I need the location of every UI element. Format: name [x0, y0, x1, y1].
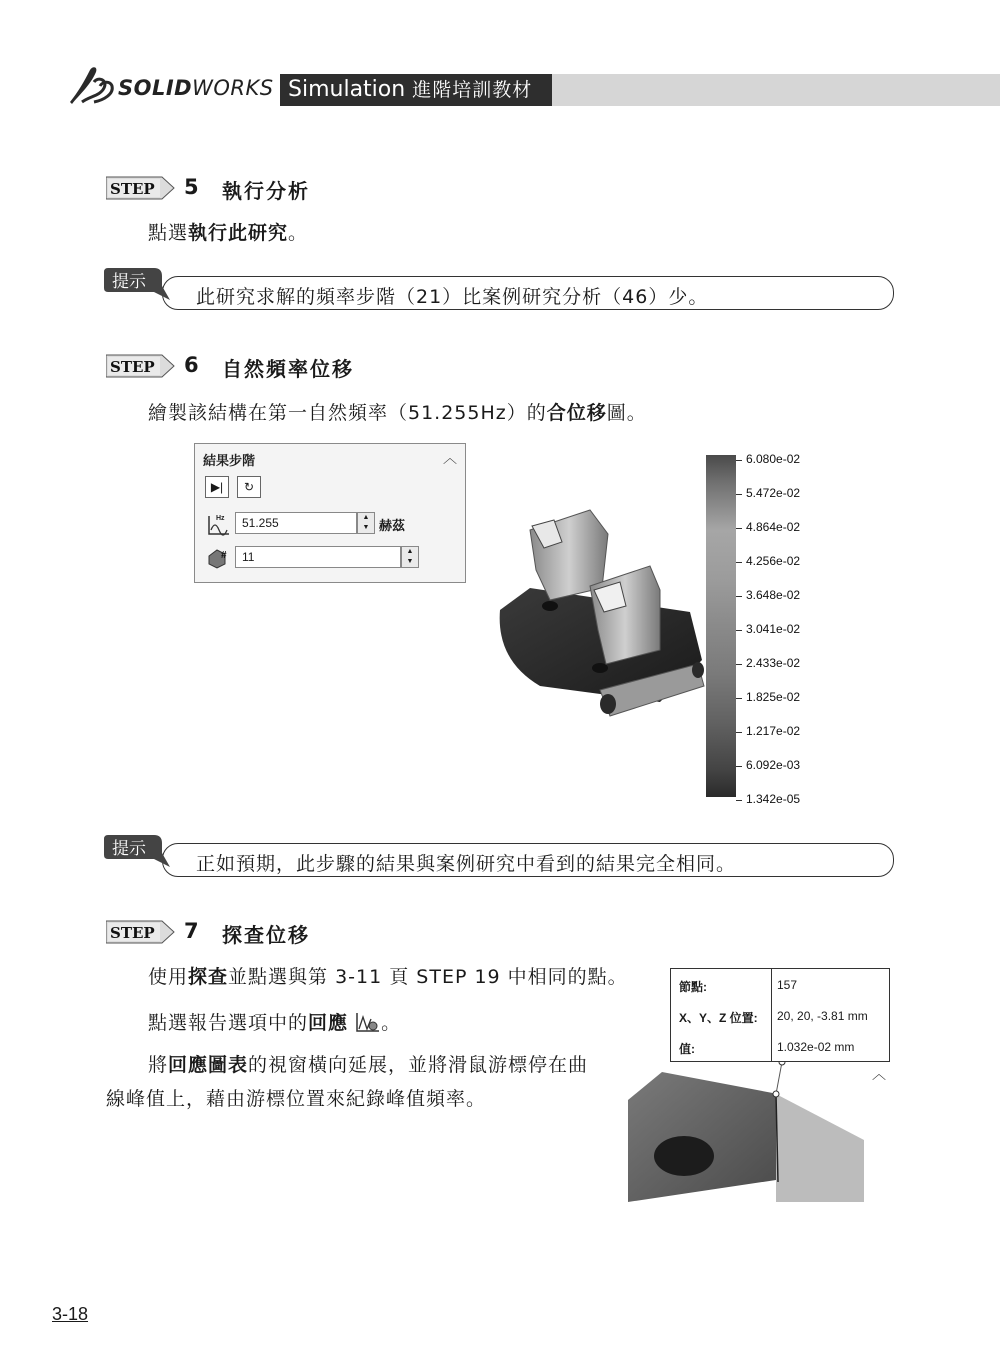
step6-pre: 繪製該結構在第一自然頻率（51.255Hz）的 [148, 402, 547, 424]
step7-p3-post: 的視窗橫向延展，並將滑鼠游標停在曲 [248, 1054, 589, 1076]
legend-label: 1.825e-02 [746, 690, 801, 704]
step7-title: 探查位移 [222, 923, 310, 947]
mode-spinner[interactable]: ▲ ▼ [401, 546, 419, 568]
legend-label: 5.472e-02 [746, 486, 801, 500]
step6-text [148, 398, 647, 425]
legend-label: 4.864e-02 [746, 520, 801, 534]
step7-paragraph-4: 線峰值上，藉由游標位置來紀錄峰值頻率。 [106, 1088, 487, 1110]
legend-label: 6.080e-02 [746, 452, 801, 466]
step5-pre: 點選 [148, 222, 189, 244]
probe-result-table [670, 968, 890, 1062]
brand-name [118, 76, 274, 100]
step7-p1-pre: 使用 [148, 966, 189, 988]
displacement-model-view [490, 490, 710, 730]
step7-p3-bold: 回應圖表 [168, 1054, 249, 1076]
tip-badge-icon [104, 264, 170, 304]
step5-post: 。 [288, 222, 309, 244]
step-badge-text: STEP [110, 358, 155, 376]
page-number: 3-18 [52, 1304, 89, 1324]
tip1-text: 此研究求解的頻率步階（21）比案例研究分析（46）少。 [196, 286, 709, 308]
legend-label: 6.092e-03 [746, 758, 801, 772]
probe-model-view [628, 1060, 864, 1202]
probe-row [671, 1031, 889, 1062]
legend-tick [736, 562, 742, 563]
ds-logo-icon [64, 62, 118, 108]
frequency-icon [207, 512, 231, 536]
frequency-input[interactable]: 51.255 [235, 512, 357, 534]
probe-value: 157 [777, 978, 798, 992]
brand-bold: SOLID [118, 76, 193, 100]
tip-badge-icon [104, 831, 170, 871]
step7-number: 7 [184, 919, 199, 943]
step7-p3-pre: 將 [148, 1054, 169, 1076]
legend-label: 2.433e-02 [746, 656, 801, 670]
header-title-block [280, 74, 552, 106]
legend-tick [736, 630, 742, 631]
legend-label: 3.648e-02 [746, 588, 801, 602]
step7-paragraph-3 [148, 1050, 588, 1077]
panel-title: 結果步階 [203, 453, 256, 468]
step7-p1-bold: 探查 [188, 966, 229, 988]
step5-number: 5 [184, 175, 199, 199]
step6-post: 圖。 [606, 402, 647, 424]
legend-tick [736, 664, 742, 665]
step7-p2-post: 。 [381, 1012, 402, 1034]
step7-p2-bold: 回應 [308, 1012, 349, 1034]
legend-tick [736, 732, 742, 733]
step5-title: 執行分析 [222, 179, 310, 203]
tip1-badge-text: 提示 [112, 272, 146, 292]
svg-text:#: # [221, 550, 227, 561]
legend-tick [736, 596, 742, 597]
legend-label: 1.342e-05 [746, 792, 801, 806]
probe-row [671, 1000, 889, 1031]
hz-label: Hz [216, 515, 225, 522]
collapse-chevron-icon[interactable]: ︿ [443, 450, 457, 466]
legend-label: 3.041e-02 [746, 622, 801, 636]
response-graph-icon [355, 1011, 381, 1033]
mode-shape-icon [207, 546, 231, 570]
step7-p1-post: 並點選與第 3-11 頁 STEP 19 中相同的點。 [228, 966, 628, 988]
probe-key: X、Y、Z 位置: [679, 1011, 758, 1025]
legend-tick [736, 800, 742, 801]
loop-button[interactable]: ↻ [237, 476, 261, 498]
step6-bold: 合位移 [546, 402, 607, 424]
step-badge-icon [106, 917, 176, 947]
step7-paragraph-1 [148, 962, 628, 989]
brand-light: WORKS [192, 76, 274, 100]
legend-tick [736, 698, 742, 699]
tip2-text: 正如預期，此步驟的結果與案例研究中看到的結果完全相同。 [196, 853, 737, 875]
probe-value: 20, 20, -3.81 mm [777, 1009, 868, 1023]
legend-color-bar [706, 455, 736, 797]
step6-number: 6 [184, 353, 199, 377]
probe-collapse-chevron-icon[interactable]: ︿ [872, 1067, 886, 1083]
step6-title: 自然頻率位移 [222, 357, 354, 381]
legend-tick [736, 528, 742, 529]
legend-label: 4.256e-02 [746, 554, 801, 568]
step5-text [148, 218, 308, 245]
frequency-spinner[interactable]: ▲ ▼ [357, 512, 375, 534]
probe-divider [771, 969, 772, 1061]
step-badge-icon [106, 351, 176, 381]
step5-bold: 執行此研究 [188, 222, 289, 244]
product-name: Simulation [288, 77, 406, 102]
probe-key: 值: [679, 1042, 695, 1056]
step-badge-text: STEP [110, 924, 155, 942]
legend-label: 1.217e-02 [746, 724, 801, 738]
tip2-badge-text: 提示 [112, 839, 146, 859]
step-badge-text: STEP [110, 180, 155, 198]
mode-number-input[interactable]: 11 [235, 546, 401, 568]
step-badge-icon [106, 173, 176, 203]
step7-paragraph-2 [148, 1008, 401, 1035]
legend-tick [736, 494, 742, 495]
probe-value: 1.032e-02 mm [777, 1040, 855, 1054]
play-button[interactable]: ▶| [205, 476, 229, 498]
frequency-unit: 赫茲 [379, 518, 406, 533]
step7-p2-pre: 點選報告選項中的 [148, 1012, 309, 1034]
probe-row [671, 969, 889, 1000]
book-title: 進階培訓教材 [412, 79, 533, 101]
legend-tick [736, 766, 742, 767]
probe-key: 節點: [679, 980, 707, 994]
legend-tick [736, 460, 742, 461]
result-step-panel [194, 443, 466, 583]
